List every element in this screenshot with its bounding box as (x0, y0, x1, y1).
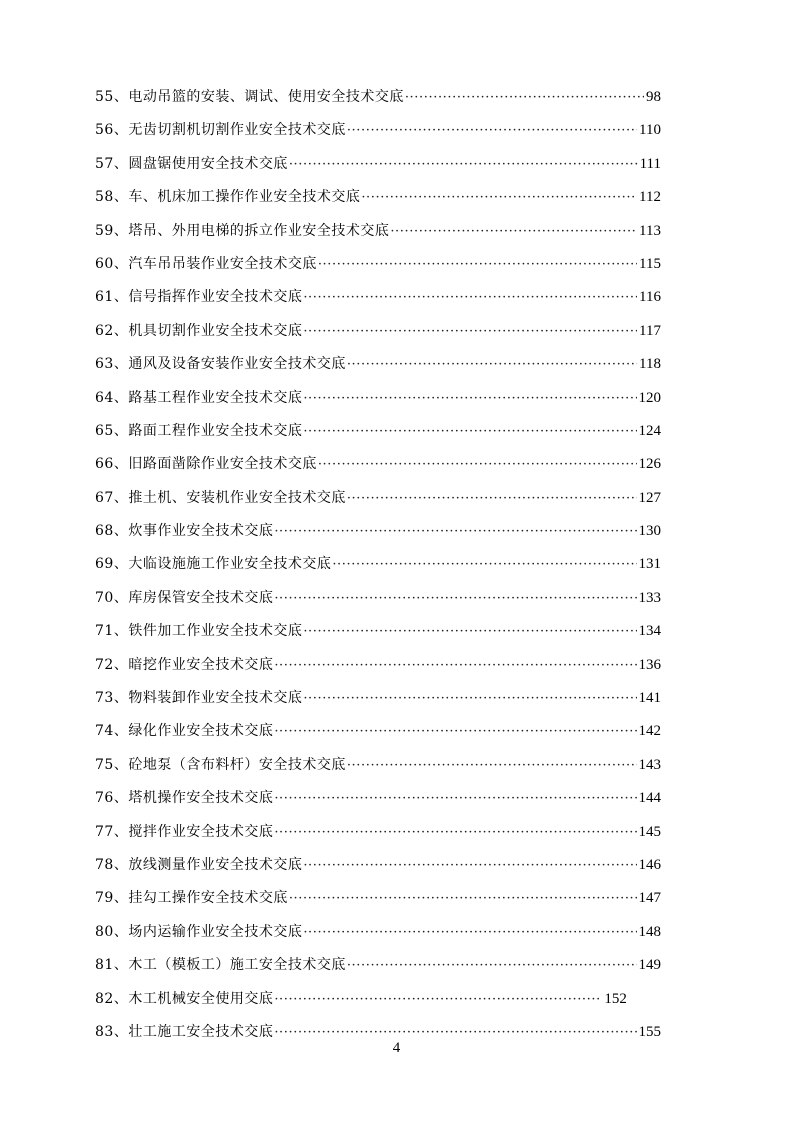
toc-entry[interactable] (95, 550, 661, 583)
toc-entry-page[interactable]: 145 (638, 823, 661, 840)
dot-leader (405, 84, 644, 112)
toc-entry-title[interactable]: 56、无齿切割机切割作业安全技术交底 (95, 122, 346, 139)
toc-entry-title[interactable]: 61、信号指挥作业安全技术交底 (95, 289, 303, 306)
toc-entry[interactable] (95, 784, 661, 817)
toc-entry-page[interactable]: 148 (638, 923, 661, 940)
dot-leader (347, 351, 637, 379)
toc-entry-page[interactable]: 111 (639, 155, 661, 172)
dot-leader (303, 685, 636, 713)
table-of-contents (95, 83, 661, 1051)
toc-entry-page[interactable]: 116 (639, 289, 661, 306)
toc-entry-page[interactable]: 126 (638, 456, 661, 473)
toc-entry[interactable] (95, 951, 661, 984)
toc-entry-page[interactable]: 131 (638, 556, 661, 573)
toc-entry[interactable] (95, 484, 661, 517)
dot-leader (347, 485, 637, 513)
toc-entry-title[interactable]: 78、放线测量作业安全技术交底 (95, 856, 303, 873)
toc-entry[interactable] (95, 217, 661, 250)
toc-entry-title[interactable]: 81、木工（模板工）施工安全技术交底 (95, 957, 346, 974)
dot-leader (303, 385, 636, 413)
toc-entry[interactable] (95, 450, 661, 483)
dot-leader (274, 819, 636, 847)
toc-entry[interactable] (95, 751, 661, 784)
toc-entry-page[interactable]: 117 (639, 322, 661, 339)
toc-entry[interactable] (95, 884, 661, 917)
toc-entry-page[interactable]: 110 (639, 122, 661, 139)
toc-entry-page[interactable]: 124 (638, 422, 661, 439)
toc-entry-title[interactable]: 57、圆盘锯使用安全技术交底 (95, 155, 288, 172)
dot-leader (274, 986, 602, 1014)
toc-entry-page[interactable]: 98 (646, 89, 661, 105)
toc-entry-title[interactable]: 64、路基工程作业安全技术交底 (95, 389, 303, 406)
toc-entry-title[interactable]: 73、物料装卸作业安全技术交底 (95, 690, 303, 707)
dot-leader (303, 852, 636, 880)
toc-entry-page[interactable]: 120 (638, 389, 661, 406)
dot-leader (303, 618, 636, 646)
toc-entry[interactable] (95, 350, 661, 383)
toc-entry-title[interactable]: 60、汽车吊吊装作业安全技术交底 (95, 255, 317, 272)
toc-entry[interactable] (95, 83, 661, 116)
toc-entry-title[interactable]: 74、绿化作业安全技术交底 (95, 723, 274, 740)
dot-leader (347, 117, 637, 145)
dot-leader (347, 752, 637, 780)
toc-entry[interactable] (95, 517, 661, 550)
toc-entry-page[interactable]: 143 (638, 756, 661, 773)
dot-leader (318, 251, 637, 279)
page-number: 4 (392, 1040, 401, 1056)
dot-leader (361, 184, 637, 212)
toc-entry[interactable] (95, 818, 661, 851)
toc-entry-title[interactable]: 62、机具切割作业安全技术交底 (95, 322, 303, 339)
dot-leader (390, 218, 637, 246)
dot-leader (274, 785, 636, 813)
toc-entry-title[interactable]: 72、暗挖作业安全技术交底 (95, 656, 274, 673)
toc-entry-title[interactable]: 79、挂勾工操作安全技术交底 (95, 890, 288, 907)
toc-entry-title[interactable]: 75、砼地泵（含布料杆）安全技术交底 (95, 756, 346, 773)
toc-entry-title[interactable]: 63、通风及设备安装作业安全技术交底 (95, 356, 346, 373)
toc-entry-page[interactable]: 142 (638, 723, 661, 740)
dot-leader (303, 318, 637, 346)
toc-entry[interactable] (95, 584, 661, 617)
toc-entry[interactable] (95, 851, 661, 884)
toc-entry[interactable] (95, 150, 661, 183)
dot-leader (303, 919, 636, 947)
dot-leader (274, 518, 636, 546)
dot-leader (347, 952, 637, 980)
toc-entry-title[interactable]: 58、车、机床加工操作作业安全技术交底 (95, 189, 361, 206)
dot-leader (332, 551, 636, 579)
toc-entry-title[interactable]: 76、塔机操作安全技术交底 (95, 790, 274, 807)
dot-leader (303, 418, 636, 446)
dot-leader (274, 652, 636, 680)
toc-entry-title[interactable]: 59、塔吊、外用电梯的拆立作业安全技术交底 (95, 222, 390, 239)
dot-leader (303, 284, 637, 312)
toc-entry-page[interactable]: 118 (639, 356, 661, 373)
toc-entry[interactable] (95, 317, 661, 350)
toc-entry-page[interactable]: 147 (638, 890, 661, 907)
toc-entry[interactable] (95, 918, 661, 951)
toc-entry[interactable] (95, 283, 661, 316)
toc-entry-page[interactable]: 127 (638, 489, 661, 506)
toc-entry-page[interactable]: 144 (638, 790, 661, 807)
toc-entry-page[interactable]: 141 (638, 690, 661, 707)
toc-entry-page[interactable]: 115 (639, 255, 661, 272)
toc-entry[interactable] (95, 717, 661, 750)
toc-entry[interactable] (95, 250, 661, 283)
toc-entry-page[interactable]: 136 (638, 656, 661, 673)
toc-entry[interactable] (95, 985, 661, 1018)
toc-entry-title[interactable]: 69、大临设施施工作业安全技术交底 (95, 556, 332, 573)
toc-entry[interactable] (95, 384, 661, 417)
toc-entry[interactable] (95, 684, 661, 717)
toc-entry-title[interactable]: 55、电动吊篮的安装、调试、使用安全技术交底 (95, 89, 404, 105)
toc-entry-page[interactable]: 134 (638, 623, 661, 640)
toc-entry-title[interactable]: 67、推土机、安装机作业安全技术交底 (95, 489, 346, 506)
toc-entry-page[interactable]: 152 (604, 990, 627, 1007)
dot-leader (274, 718, 636, 746)
toc-entry-page[interactable]: 113 (639, 222, 661, 239)
toc-entry-title[interactable]: 65、路面工程作业安全技术交底 (95, 422, 303, 439)
toc-entry-page[interactable]: 155 (638, 1023, 661, 1040)
toc-entry-page[interactable]: 112 (639, 189, 661, 206)
toc-entry[interactable] (95, 651, 661, 684)
toc-entry-page[interactable]: 133 (638, 589, 661, 606)
toc-entry[interactable] (95, 116, 661, 149)
toc-entry-title[interactable]: 80、场内运输作业安全技术交底 (95, 923, 303, 940)
toc-entry[interactable] (95, 183, 661, 216)
toc-entry-title[interactable]: 70、库房保管安全技术交底 (95, 589, 274, 606)
toc-entry-title[interactable]: 71、铁件加工作业安全技术交底 (95, 623, 303, 640)
toc-entry[interactable] (95, 417, 661, 450)
dot-leader (289, 885, 637, 913)
toc-entry-page[interactable]: 149 (638, 957, 661, 974)
toc-entry-title[interactable]: 83、壮工施工安全技术交底 (95, 1023, 274, 1040)
toc-entry-title[interactable]: 82、木工机械安全使用交底 (95, 990, 274, 1007)
toc-entry-page[interactable]: 130 (638, 523, 661, 540)
dot-leader (289, 151, 638, 179)
toc-entry-title[interactable]: 68、炊事作业安全技术交底 (95, 523, 274, 540)
toc-entry-title[interactable]: 66、旧路面凿除作业安全技术交底 (95, 456, 317, 473)
dot-leader (318, 451, 637, 479)
toc-entry-page[interactable]: 146 (638, 856, 661, 873)
toc-entry[interactable] (95, 617, 661, 650)
dot-leader (274, 585, 636, 613)
toc-entry-title[interactable]: 77、搅拌作业安全技术交底 (95, 823, 274, 840)
